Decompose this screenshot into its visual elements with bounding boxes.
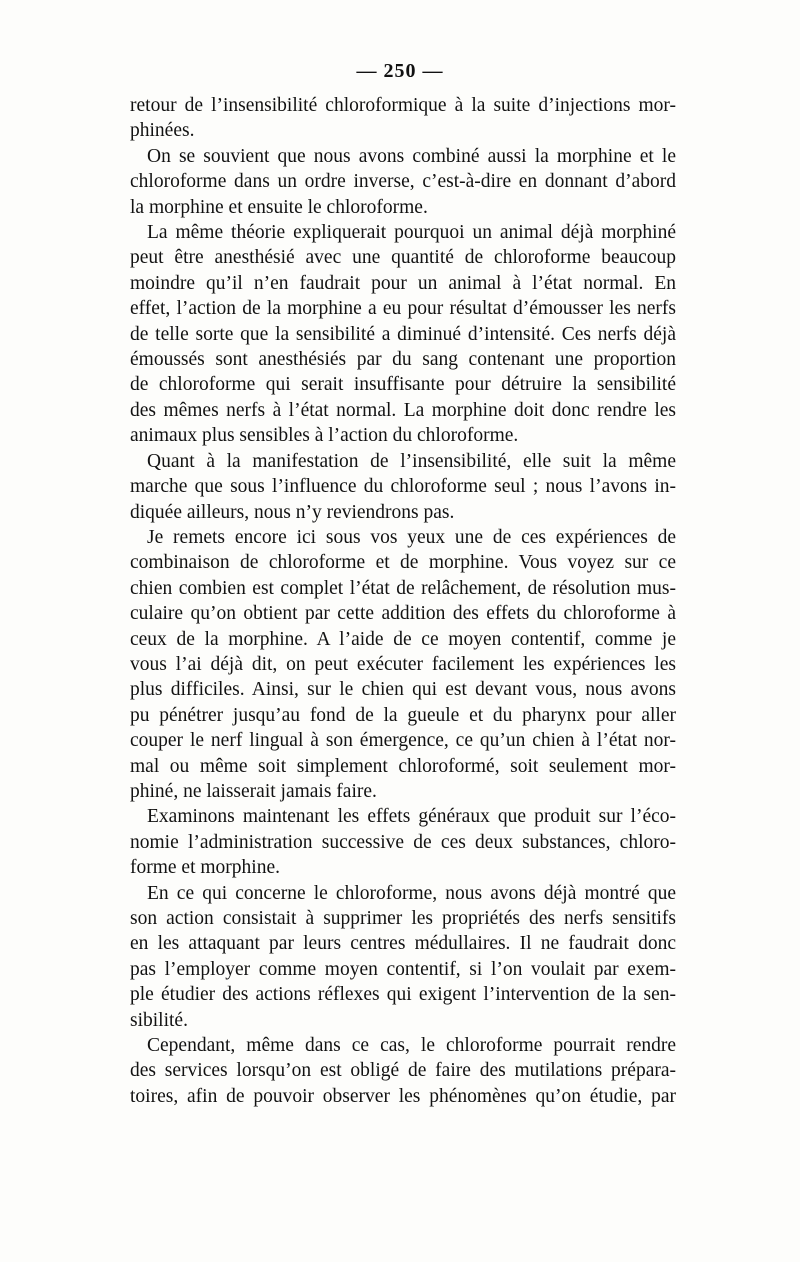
text-line: Je remets encore ici sous vos yeux une de ces expériences de	[147, 526, 676, 548]
text-line: sibilité.	[130, 1009, 188, 1031]
text-line: plus difficiles. Ainsi, sur le chien qui est devant vous, nous avons	[130, 679, 676, 701]
text-line: mal ou même soit simplement chloroformé, soit seulement mor-	[130, 755, 676, 777]
text-line: de chloroforme qui serait insuffisante pour détruire la sensibilité	[130, 374, 676, 396]
text-line: ceux de la morphine. A l’aide de ce moyen contentif, comme je	[130, 628, 676, 650]
text-line: ple étudier des actions réflexes qui exigent l’intervention de la sen-	[130, 984, 676, 1006]
text-line: Quant à la manifestation de l’insensibilité, elle suit la même	[147, 450, 676, 472]
text-line: forme et morphine.	[130, 857, 280, 879]
text-line: des services lorsqu’on est obligé de faire des mutilations prépara-	[130, 1060, 676, 1082]
text-line: pu pénétrer jusqu’au fond de la gueule et du pharynx pour aller	[130, 704, 676, 726]
text-line: la morphine et ensuite le chloroforme.	[130, 196, 428, 218]
text-line: effet, l’action de la morphine a eu pour résultat d’émousser les nerfs	[130, 298, 676, 320]
text-line: toires, afin de pouvoir observer les phénomènes qu’on étudie, par	[130, 1085, 676, 1107]
text-line: En ce qui concerne le chloroforme, nous avons déjà montré que	[147, 882, 676, 904]
text-line: retour de l’insensibilité chloroformique à la suite d’injections mor-	[130, 95, 676, 116]
text-line: combinaison de chloroforme et de morphine. Vous voyez sur ce	[130, 552, 676, 574]
text-line: des mêmes nerfs à l’état normal. La morphine doit donc rendre les	[130, 399, 676, 421]
text-line: chien combien est complet l’état de relâchement, de résolution mus-	[130, 577, 676, 599]
text-line: La même théorie expliquerait pourquoi un animal déjà morphiné	[147, 222, 676, 244]
page-number: — 250 —	[356, 60, 444, 82]
text-line: de telle sorte que la sensibilité a diminué d’intensité. Ces nerfs déjà	[130, 323, 676, 345]
text-line: vous l’ai déjà dit, on peut exécuter facilement les expériences les	[130, 653, 676, 675]
text-line: son action consistait à supprimer les propriétés des nerfs sensitifs	[130, 908, 676, 929]
text-line: marche que sous l’influence du chloroforme seul ; nous l’avons in-	[130, 476, 676, 498]
text-line: phinées.	[130, 120, 195, 142]
text-line: animaux plus sensibles à l’action du chloroforme.	[130, 425, 519, 447]
text-line: diquée ailleurs, nous n’y reviendrons pas.	[130, 501, 455, 523]
text-line: Cependant, même dans ce cas, le chloroforme pourrait rendre	[147, 1035, 676, 1057]
text-line: pas l’employer comme moyen contentif, si l’on voulait par exem-	[130, 958, 676, 980]
text-line: peut être anesthésié avec une quantité de chloroforme beaucoup	[130, 247, 676, 269]
text-line: chloroforme dans un ordre inverse, c’est-à-dire en donnant d’abord	[130, 171, 676, 193]
text-line: couper le nerf lingual à son émergence, ce qu’un chien à l’état nor-	[130, 730, 676, 752]
text-line: On se souvient que nous avons combiné aussi la morphine et le	[147, 145, 676, 167]
text-line: culaire qu’on obtient par cette addition des effets du chloroforme à	[130, 603, 676, 625]
text-line: phiné, ne laisserait jamais faire.	[130, 780, 377, 802]
text-line: nomie l’administration successive de ces deux substances, chloro-	[130, 831, 676, 853]
text-line: moindre qu’il n’en faudrait pour un animal à l’état normal. En	[130, 272, 676, 294]
text-line: Examinons maintenant les effets généraux que produit sur l’éco-	[147, 806, 676, 828]
text-line: en les attaquant par leurs centres médullaires. Il ne faudrait donc	[130, 933, 676, 955]
body-text	[130, 93, 676, 1109]
text-line: émoussés sont anesthésiés par du sang contenant une proportion	[130, 349, 676, 371]
